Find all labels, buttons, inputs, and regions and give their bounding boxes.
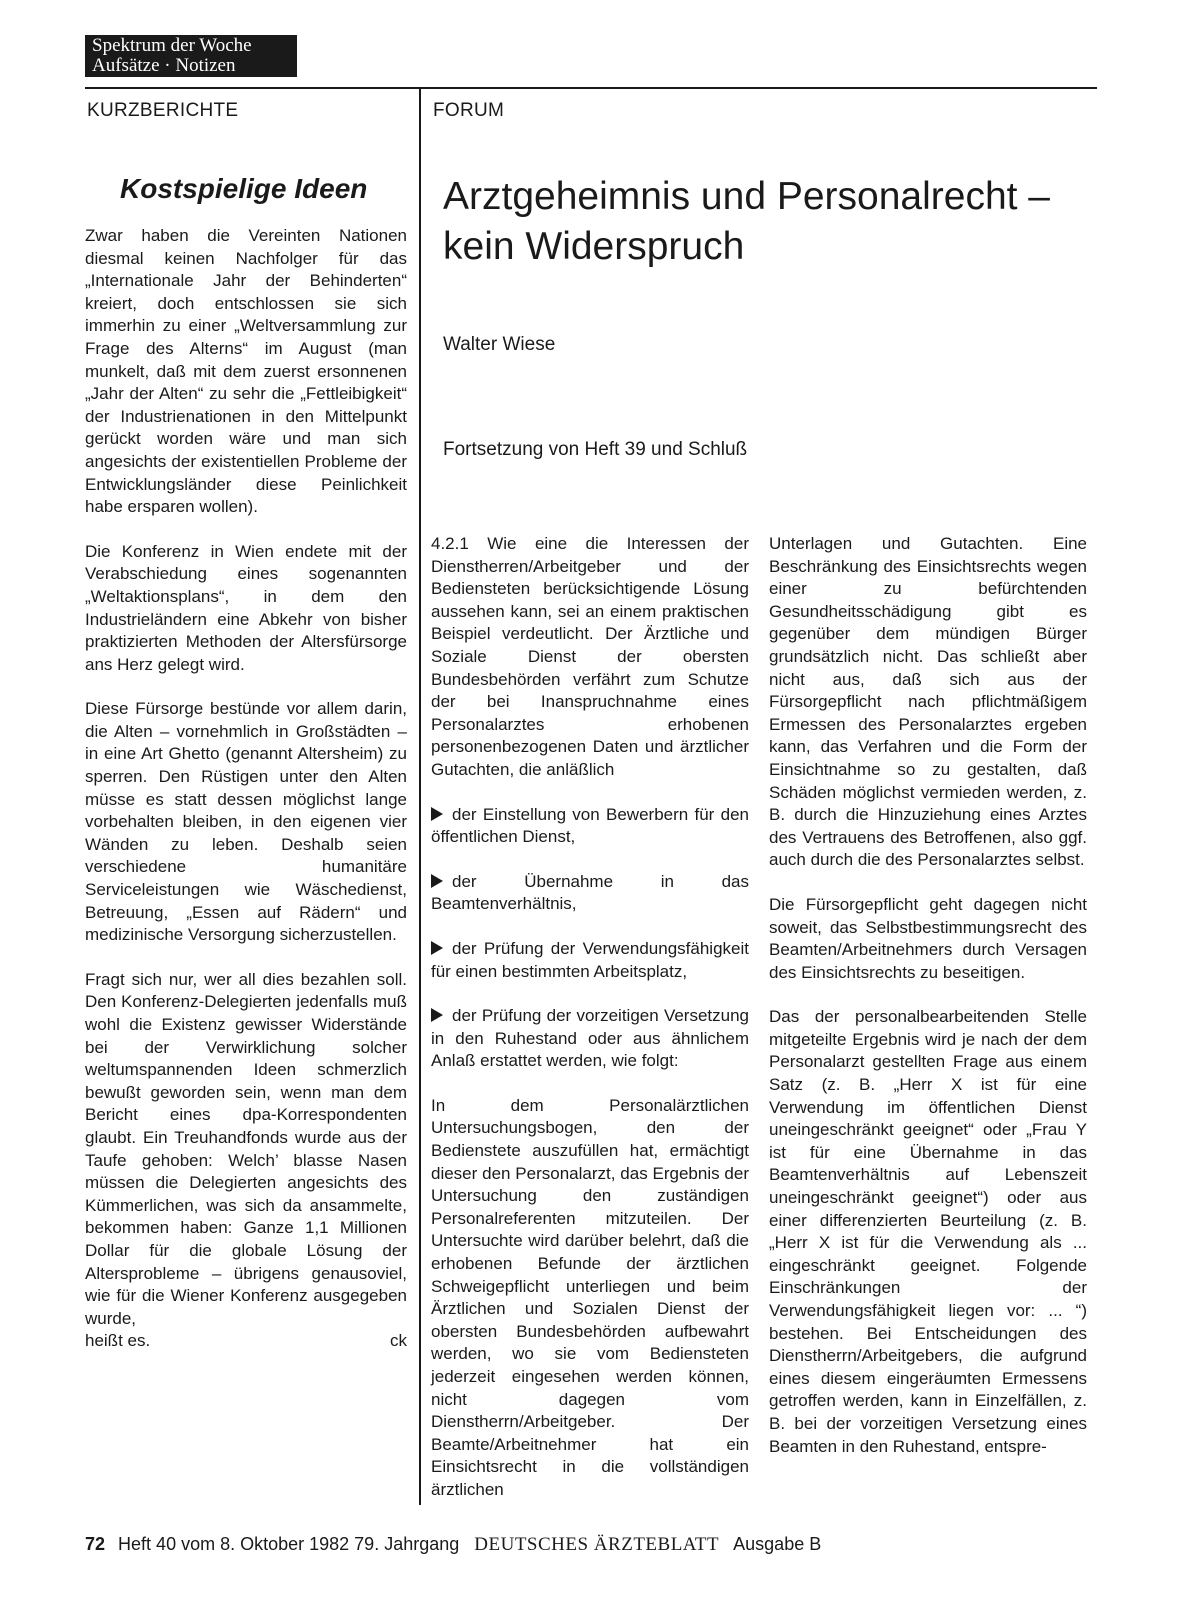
- bullet-item: der Prüfung der vorzeitigen Versetzung in den Ruhestand oder aus ähnlichem Anlaß erstattet werden, wie folgt:: [431, 1006, 749, 1071]
- section-label-kurzberichte: KURZBERICHTE: [87, 100, 239, 121]
- triangle-bullet-icon: [431, 807, 443, 821]
- article-paragraph: Das der personalbearbeitenden Stelle mitgeteilte Ergebnis wird je nach der dem Personalarzt gestellten Frage aus einem Satz (z. B. „Herr X ist für eine Verwendung im öffentlichen Dienst uneingeschränkt geeignet“ oder „Frau Y ist für eine Übernahme in das Beamtenverhältnis auf Lebenszeit uneingeschränkt geeignet“) oder aus einer differenzierten Beurteilung (z. B. „Herr X ist für die Verwendung als ... eingeschränkt geeignet. Folgende Einschränkungen der Verwendungsfähigkeit liegen vor: ... “) bestehen. Bei Entscheidungen des Dienstherrn/Arbeitgebers, die aufgrund eines diesem eingeräumten Ermessens getroffen werden, kann in Einzelfällen, z. B. bei der vorzeitigen Versetzung eines Beamten in den Ruhestand, entspre-: [769, 1007, 1087, 1456]
- article-author: Walter Wiese: [443, 334, 556, 355]
- bullet-item: der Einstellung von Bewerbern für den öffentlichen Dienst,: [431, 804, 749, 847]
- page-number: 72: [85, 1534, 106, 1554]
- column-divider: [419, 87, 421, 1505]
- article-paragraph: In dem Personalärztlichen Untersuchungsbogen, den der Bedienstete auszufüllen hat, ermächtigt dieser den Personalarzt, das Ergebnis der Untersuchung den zuständigen Personalreferenten mitzuteilen. Der Untersuchte wird darüber belehrt, daß die erhobenen Befunde der ärztlichen Schweigepflicht unterliegen und beim Ärztlichen und Sozialen Dienst der obersten Bundesbehörden aufbewahrt werden, wo sie vom Bediensteten jederzeit eingesehen werden können, nicht dagegen vom Dienstherrn/Arbeitgeber. Der Beamte/Arbeitnehmer hat ein Einsichtsrecht in die vollständigen ärztlichen: [431, 1095, 749, 1499]
- section-label-forum: FORUM: [433, 100, 505, 121]
- kurzbericht-paragraph: Fragt sich nur, wer all dies bezahlen soll. Den Konferenz-Delegierten jedenfalls muß wohl die Existenz gewisser Widerstände bei der Verwirklichung solcher weltumspannenden Ideen schmerzlich bewußt geworden sein, wenn man dem Bericht eines dpa-Korrespondenten glaubt. Ein Treuhandfonds wurde aus der Taufe gehoben: Welch’ blasse Nasen müssen die Delegierten angesichts des Kümmerlichen, was sich da ansammelte, bekommen haben: Ganze 1,1 Millionen Dollar für die globale Lösung der Altersprobleme – übrigens genausoviel, wie für die Wiener Konferenz ausgegeben wurde,: [85, 969, 407, 1328]
- page-footer: [85, 1534, 821, 1556]
- triangle-bullet-icon: [431, 1008, 443, 1022]
- kurzbericht-closing-line: [85, 1330, 407, 1353]
- edition-label: Ausgabe B: [733, 1534, 822, 1554]
- kurzbericht-column: [85, 225, 407, 1353]
- header-line-2: Aufsätze · Notizen: [92, 55, 236, 76]
- bullet-item: der Prüfung der Verwendungsfähigkeit für einen bestimmten Arbeitsplatz,: [431, 938, 749, 981]
- article-column-middle: [431, 533, 749, 1524]
- triangle-bullet-icon: [431, 941, 443, 955]
- article-paragraph: Unterlagen und Gutachten. Eine Beschränkung des Einsichtsrechts wegen einer zu befürchtenden Gesundheitsschädigung gibt es gegenüber dem mündigen Bürger grundsätzlich nicht. Das schließt aber nicht aus, daß sich aus der Fürsorgepflicht nach pflichtmäßigem Ermessen des Personalarztes ergeben kann, das Verfahren und die Form der Einsichtnahme so zu gestalten, daß Schäden möglichst vermieden werden, z. B. durch die Hinzuziehung eines Arztes des Vertrauens des Betroffenen, also ggf. auch durch die des Personalarztes selbst.: [769, 534, 1087, 870]
- article-continuation-note: Fortsetzung von Heft 39 und Schluß: [443, 439, 748, 460]
- article-paragraph: Die Fürsorgepflicht geht dagegen nicht soweit, das Selbstbestimmungsrecht des Beamten/Arbeitnehmers durch Versagen des Einsichtsrechts zu beseitigen.: [769, 894, 1087, 982]
- journal-name: DEUTSCHES ÄRZTEBLATT: [474, 1534, 720, 1555]
- top-rule: [85, 87, 1097, 89]
- bullet-item: der Übernahme in das Beamtenverhältnis,: [431, 871, 749, 914]
- article-title: Arztgeheimnis und Personalrecht – kein Widerspruch: [443, 175, 1050, 268]
- author-signature: ck: [390, 1331, 407, 1351]
- triangle-bullet-icon: [431, 874, 443, 888]
- kurzbericht-title: Kostspielige Ideen: [120, 173, 368, 204]
- issue-info: Heft 40 vom 8. Oktober 1982 79. Jahrgang: [118, 1534, 460, 1554]
- section-header-box: [85, 35, 297, 77]
- header-line-1: Spektrum der Woche: [92, 35, 252, 56]
- article-column-right: [769, 533, 1087, 1480]
- article-paragraph: 4.2.1 Wie eine die Interessen der Dienstherren/Arbeitgeber und der Bediensteten berücksichtigende Lösung aussehen kann, sei an einem praktischen Beispiel verdeutlicht. Der Ärztliche und Soziale Dienst der obersten Bundesbehörden verfährt zum Schutze der bei Inanspruchnahme eines Personalarztes erhobenen personenbezogenen Daten und ärztlicher Gutachten, die anläßlich: [431, 534, 749, 779]
- kurzbericht-paragraph: Diese Fürsorge bestünde vor allem darin, die Alten – vornehmlich in Großstädten – in eine Art Ghetto (genannt Altersheim) zu sperren. Den Rüstigen unter den Alten müsse es statt dessen möglichst lange vorbehalten bleiben, in den eigenen vier Wänden zu leben. Deshalb seien verschiedene humanitäre Serviceleistungen wie Wäschedienst, Betreuung, „Essen auf Rädern“ und medizinische Versorgung sicherzustellen.: [85, 699, 407, 945]
- kurzbericht-paragraph: Zwar haben die Vereinten Nationen diesmal keinen Nachfolger für das „Internationale Jahr der Behinderten“ kreiert, doch entschlossen sie sich immerhin zu einer „Weltversammlung zur Frage des Alterns“ im August (man munkelt, daß mit dem zuerst ersonnenen „Jahr der Alten“ zu sehr die „Fettleibigkeit“ der Industrienationen in den Mittelpunkt gerückt worden wäre und man sich angesichts der existentiellen Probleme der Entwicklungsländer diese Peinlichkeit habe ersparen wollen).: [85, 226, 407, 517]
- kurzbericht-last-line: heißt es.: [85, 1331, 151, 1351]
- kurzbericht-paragraph: Die Konferenz in Wien endete mit der Verabschiedung eines sogenannten „Weltaktionsplans“, in dem den Industrieländern eine Abkehr von bisher praktizierten Methoden der Altersfürsorge ans Herz gelegt wird.: [85, 541, 407, 674]
